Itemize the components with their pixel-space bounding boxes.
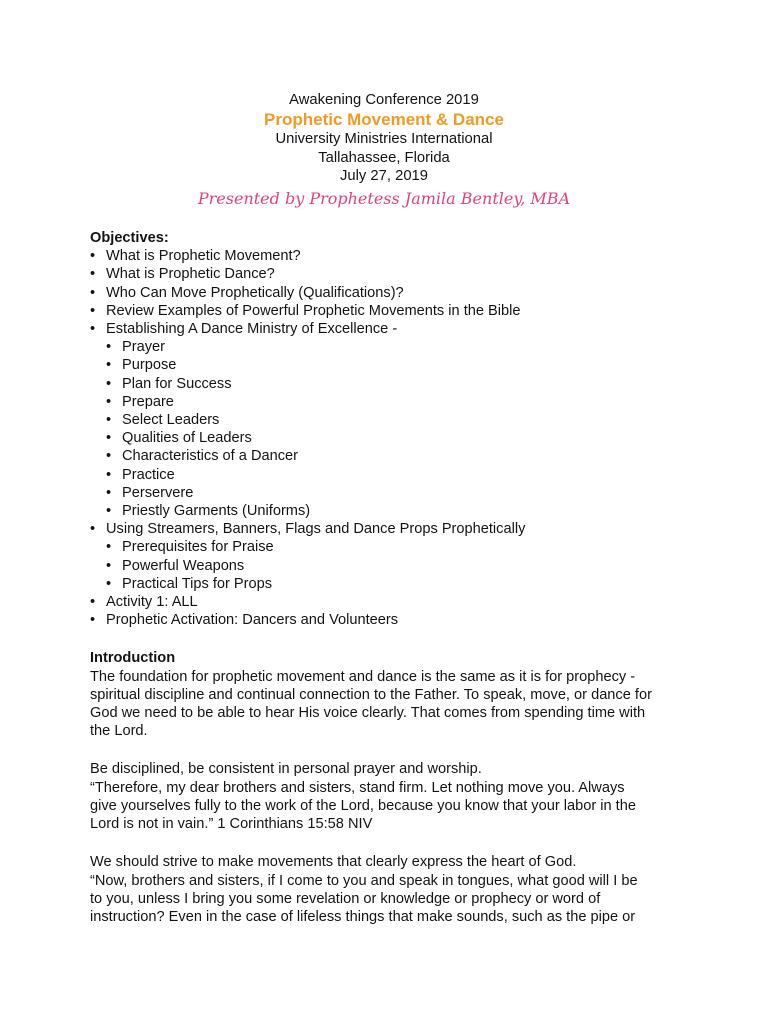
list-item: • Perservere [106,484,690,502]
text-line: Be disciplined, be consistent in personal prayer and worship. [90,761,482,778]
list-item: • Establishing A Dance Ministry of Excellence - [90,320,690,338]
list-item: • Select Leaders [106,411,690,429]
list-item: • What is Prophetic Dance? [90,265,690,283]
list-item: • Priestly Garments (Uniforms) [106,502,690,520]
location: Tallahassee, Florida [318,149,450,166]
introduction-heading: Introduction [90,650,176,667]
intro-paragraph-2 [90,760,690,833]
text-line: Lord is not in vain.” 1 Corinthians 15:58 NIV [90,816,373,833]
organization-name: University Ministries International [275,131,493,148]
text-line: “Now, brothers and sisters, if I come to you and speak in tongues, what good will I be [90,872,638,889]
list-item: • Prerequisites for Praise [106,538,690,556]
event-date: July 27, 2019 [339,168,429,185]
list-item: • Prophetic Activation: Dancers and Volunteers [90,611,690,629]
list-item: • Prayer [106,338,690,356]
list-item: • Prepare [106,393,690,411]
objectives-list-end [90,593,690,629]
objectives-list-cont [90,520,690,538]
list-item: • Activity 1: ALL [90,593,690,611]
intro-paragraph-1 [90,668,690,741]
text-line: We should strive to make movements that clearly express the heart of God. [90,854,577,871]
text-line: instruction? Even in the case of lifeless things that make sounds, such as the pipe or [90,908,636,925]
list-item: • Purpose [106,356,690,374]
conference-name: Awakening Conference 2019 [289,92,479,108]
text-line: “Therefore, my dear brothers and sisters, stand firm. Let nothing move you. Always [90,779,625,796]
list-item: • Characteristics of a Dancer [106,447,690,465]
ministry-sublist [106,338,690,520]
text-line: God we need to be able to hear His voice clearly. That comes from spending time with [90,705,646,722]
objectives-heading: Objectives: [90,230,169,246]
text-line: give yourselves fully to the work of the Lord, because you know that your labor in the [90,797,636,814]
list-item: • Using Streamers, Banners, Flags and Dance Props Prophetically [90,520,690,538]
document-body [90,229,690,926]
text-line: to you, unless I bring you some revelation or knowledge or prophecy or word of [90,890,601,907]
props-sublist [106,538,690,593]
text-line: The foundation for prophetic movement and dance is the same as it is for prophecy - [90,668,636,685]
list-item: • What is Prophetic Movement? [90,247,690,265]
document-header [0,91,768,212]
presenter-line: Presented by Prophetess Jamila Bentley, MBA [197,188,571,208]
list-item: • Plan for Success [106,375,690,393]
list-item: • Who Can Move Prophetically (Qualifications)? [90,284,690,302]
list-item: • Review Examples of Powerful Prophetic Movements in the Bible [90,302,690,320]
text-line: the Lord. [90,723,148,740]
list-item: • Qualities of Leaders [106,429,690,447]
document-title: Prophetic Movement & Dance [264,110,504,130]
text-line: spiritual discipline and continual connection to the Father. To speak, move, or dance for [90,686,652,703]
intro-paragraph-3 [90,853,690,926]
list-item: • Powerful Weapons [106,557,690,575]
list-item: • Practice [106,466,690,484]
list-item: • Practical Tips for Props [106,575,690,593]
objectives-list [90,247,690,338]
